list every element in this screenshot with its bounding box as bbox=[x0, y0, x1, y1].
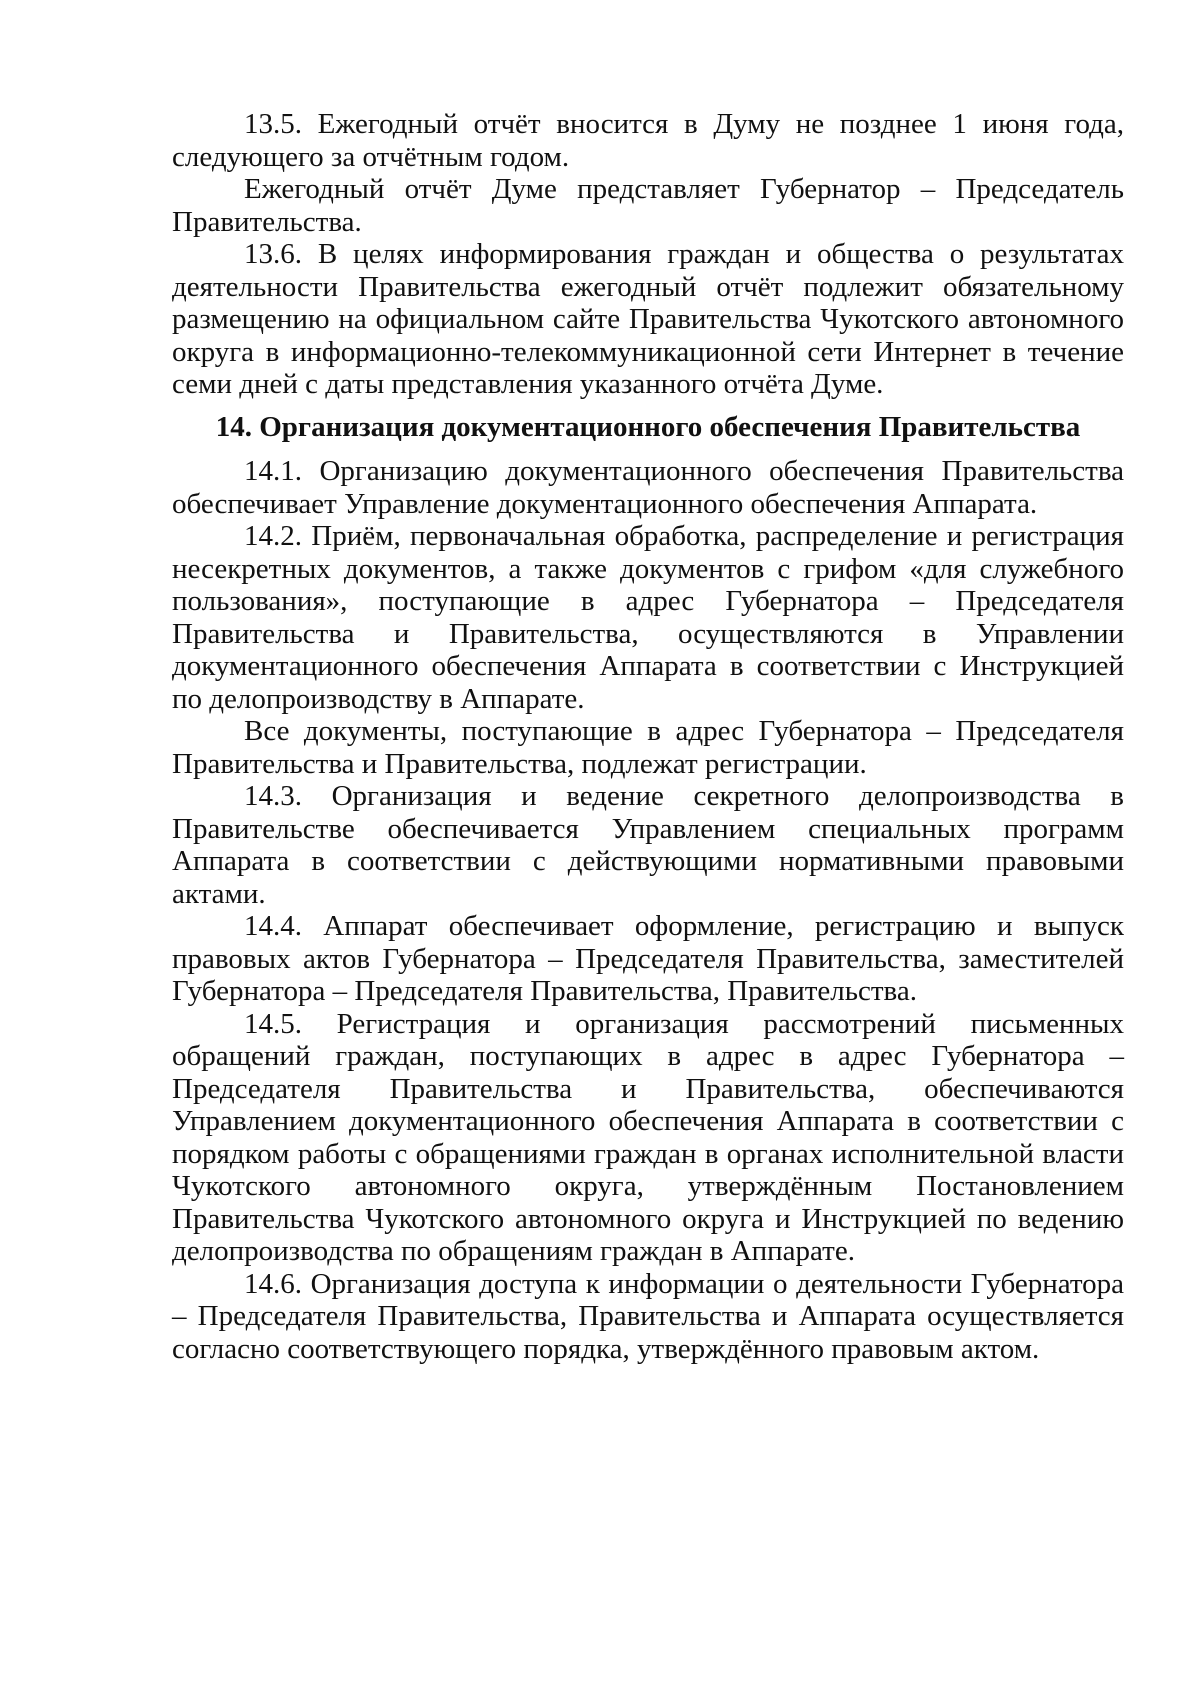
paragraph-14-5: 14.5. Регистрация и организация рассмотрений письменных обращений граждан, поступающих в адрес в адрес Губернатора – Председателя Правительства и Правительства, обеспечиваются Управлением документационного обеспечения Аппарата в соответствии с порядком работы с обращениями граждан в органах исполнительной власти Чукотского автономного округа, утверждённым Постановлением Правительства Чукотского автономного округа и Инструкцией по ведению делопроизводства по обращениям граждан в Аппарате. bbox=[172, 1007, 1124, 1267]
section-14-heading: 14. Организация документационного обеспечения Правительства bbox=[215, 410, 1081, 443]
paragraph-13-6: 13.6. В целях информирования граждан и общества о результатах деятельности Правительства ежегодный отчёт подлежит обязательному размещению на официальном сайте Правительства Чукотского автономного округа в информационно-телекоммуникационной сети Интернет в течение семи дней с даты представления указанного отчёта Думе. bbox=[172, 238, 1124, 400]
document-page bbox=[172, 108, 1124, 1365]
paragraph-13-5: 13.5. Ежегодный отчёт вносится в Думу не позднее 1 июня года, следующего за отчётным годом. bbox=[172, 108, 1124, 173]
paragraph-14-1: 14.1. Организацию документационного обеспечения Правительства обеспечивает Управление документационного обеспечения Аппарата. bbox=[172, 455, 1124, 520]
paragraph-14-3: 14.3. Организация и ведение секретного делопроизводства в Правительстве обеспечивается Управлением специальных программ Аппарата в соответствии с действующими нормативными правовыми актами. bbox=[172, 780, 1124, 910]
paragraph-14-4: 14.4. Аппарат обеспечивает оформление, регистрацию и выпуск правовых актов Губернатора – Председателя Правительства, заместителей Губернатора – Председателя Правительства, Правительства. bbox=[172, 910, 1124, 1007]
paragraph-14-2-continued: Все документы, поступающие в адрес Губернатора – Председателя Правительства и Правительства, подлежат регистрации. bbox=[172, 715, 1124, 780]
paragraph-13-5-continued: Ежегодный отчёт Думе представляет Губернатор – Председатель Правительства. bbox=[172, 173, 1124, 238]
paragraph-14-2: 14.2. Приём, первоначальная обработка, распределение и регистрация несекретных документов, а также документов с грифом «для служебного пользования», поступающие в адрес Губернатора – Председателя Правительства и Правительства, осуществляются в Управлении документационного обеспечения Аппарата в соответствии с Инструкцией по делопроизводству в Аппарате. bbox=[172, 520, 1124, 715]
paragraph-14-6: 14.6. Организация доступа к информации о деятельности Губернатора – Председателя Правительства, Правительства и Аппарата осуществляется согласно соответствующего порядка, утверждённого правовым актом. bbox=[172, 1267, 1124, 1365]
